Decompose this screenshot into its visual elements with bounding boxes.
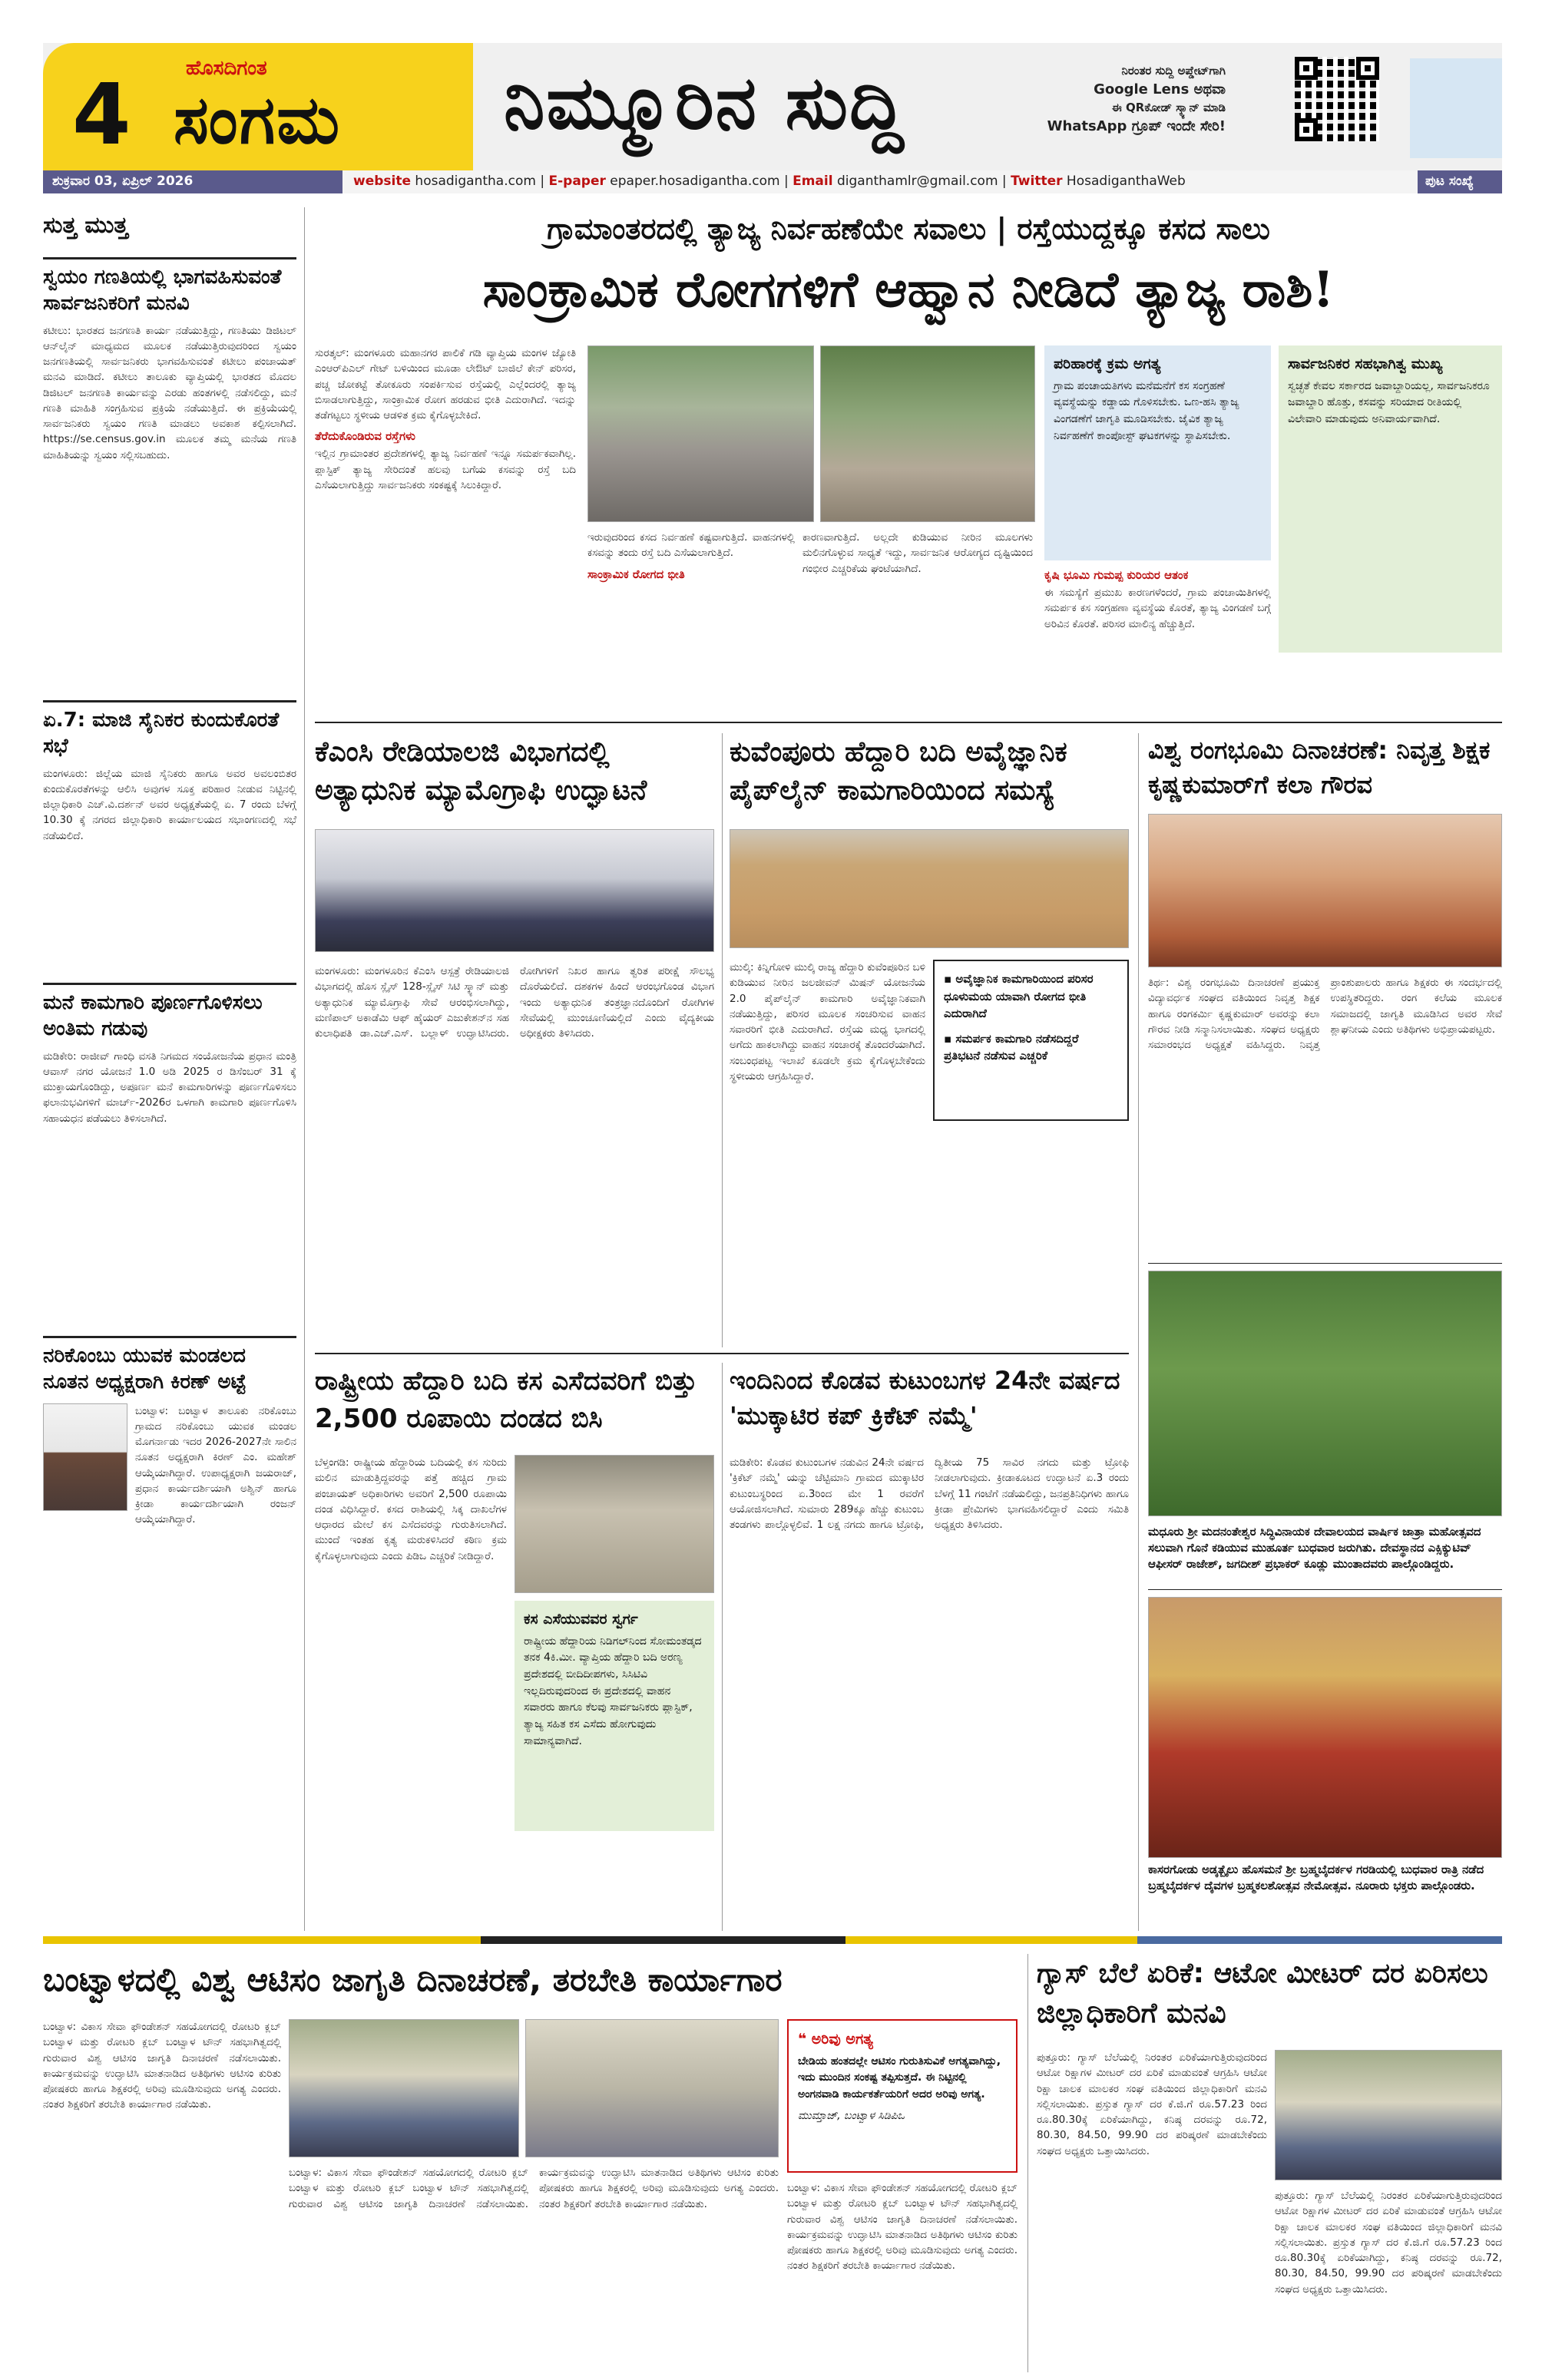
brand-logo-small: ಹೊಸದಿಗಂತ [186,57,267,80]
qr-code-icon[interactable] [1295,57,1379,141]
daiva-nema-photo [1148,1597,1502,1858]
roadside-waste-photo [515,1455,714,1593]
kmc-inauguration-photo [315,829,714,952]
label: E-paper [548,174,606,189]
story-body: ತಿರ್ಥ: ವಿಶ್ವ ರಂಗಭೂಮಿ ದಿನಾಚರಣೆ ಪ್ರಯುಕ್ತ ವಿದ್ಯಾವರ್ಧಕ ಸಂಘದ ವತಿಯಿಂದ ನಿವೃತ್ತ ಶಿಕ್ಷಕ ಹಾಗೂ ರಂಗಕರ್ಮಿ ಕೃಷ್ಣಕುಮಾರ್ ಅವರನ್ನು ಕಲಾ ಗೌರವ ನೀಡಿ ಸನ್ಮಾನಿಸಲಾಯಿತು. ಸಂಘದ ಅಧ್ಯಕ್ಷರು ಸಮಾರಂಭದ ಅಧ್ಯಕ್ಷತೆ ವಹಿಸಿದ್ದರು. ನಿವೃತ್ತ ಪ್ರಾಂಶುಪಾಲರು ಹಾಗೂ ಶಿಕ್ಷಕರು ಈ ಸಂದರ್ಭದಲ್ಲಿ ಉಪಸ್ಥಿತರಿದ್ದರು. ರಂಗ ಕಲೆಯ ಮೂಲಕ ಸಮಾಜದಲ್ಲಿ ಜಾಗೃತಿ ಮೂಡಿಸಿದ ಅವರ ಸೇವೆ ಶ್ಲಾಘನೀಯ ಎಂದು ಅತಿಥಿಗಳು ಅಭಿಪ್ರಾಯಪಟ್ಟರು. [1148,977,1502,1051]
story-body: ಬಂಟ್ವಾಳ: ವಿಕಾಸ ಸೇವಾ ಫೌಂಡೇಶನ್ ಸಹಯೋಗದಲ್ಲಿ ರೋಟರಿ ಕ್ಲಬ್ ಬಂಟ್ವಾಳ ಮತ್ತು ರೋಟರಿ ಕ್ಲಬ್ ಬಂಟ್ವಾಳ ಟೌನ್ ಸಹಭಾಗಿತ್ವದಲ್ಲಿ ಗುರುವಾರ ವಿಶ್ವ ಆಟಿಸಂ ಜಾಗೃತಿ ದಿನಾಚರಣೆ ನಡೆಸಲಾಯಿತು. ಕಾರ್ಯಕ್ರಮವನ್ನು ಉದ್ಘಾಟಿಸಿ ಮಾತನಾಡಿದ ಅತಿಥಿಗಳು ಆಟಿಸಂ ಕುರಿತು ಪೋಷಕರು ಹಾಗೂ ಶಿಕ್ಷಕರಲ್ಲಿ ಅರಿವು ಮೂಡಿಸುವುದು ಅಗತ್ಯ ಎಂದರು. ನಂತರ ಶಿಕ್ಷಕರಿಗೆ ತರಬೇತಿ ಕಾರ್ಯಾಗಾರ ನಡೆಯಿತು. [43,2021,281,2111]
theatre-story [1148,975,1502,1259]
column-rule [722,733,723,1347]
box-title: ಕಸ ಎಸೆಯುವವರ ಸ್ವರ್ಗ [524,1611,638,1628]
story-body: ಸುರತ್ಕಲ್: ಮಂಗಳೂರು ಮಹಾನಗರ ಪಾಲಿಕೆ ಗಡಿ ವ್ಯಾಪ್ತಿಯ ಮಂಗಳ ಜ್ಯೋತಿ ಎಂಆರ್‌ಪಿಎಲ್ ಗೇಟ್ ಬಳಿಯಿಂದ ಮೂಡಾ ಲೇಔಟ್ ಬಾಜಿಲೆ ಕೇನ್‌ ಪರಿಸರ, ಪಚ್ಚ ಜೋಕಟ್ಟೆ ತೋಕೂರು ಸಂಪರ್ಕಿಸುವ ರಸ್ತೆಯಲ್ಲಿ ಎಲ್ಲೆಂದರಲ್ಲಿ ತ್ಯಾಜ್ಯ ಬಿಸಾಡಲಾಗುತ್ತಿದ್ದು, ಸಾಂಕ್ರಾಮಿಕ ರೋಗ ಹರಡುವ ಭೀತಿ ಎದುರಾಗಿದೆ. ಇದನ್ನು ತಡೆಗಟ್ಟಲು ಸ್ಥಳೀಯ ಆಡಳಿತ ಕ್ರಮ ಕೈಗೊಳ್ಳಬೇಕಿದೆ. [315,347,576,421]
pipeline-road-photo [730,829,1129,948]
fine-headline-wrap [315,1363,714,1455]
story-body: ಕಟೀಲು: ಭಾರತದ ಜನಗಣತಿ ಕಾರ್ಯ ನಡೆಯುತ್ತಿದ್ದು, ಗಣತಿಯು ಡಿಜಿಟಲ್ ಆನ್‌ಲೈನ್ ಮಾಧ್ಯಮದ ಮೂಲಕ ನಡೆಯುತ್ತಿರುವುದರಿಂದ ಸ್ವಯಂ ಜನಗಣತಿಯಲ್ಲಿ ಸಾರ್ವಜನಿಕರು ಭಾಗವಹಿಸುವಂತೆ ಕಟೀಲು ಪಂಚಾಯತ್ ಮನವಿ ಮಾಡಿದೆ. ಕಟೀಲು ತಾಲೂಕು ವ್ಯಾಪ್ತಿಯಲ್ಲಿ ಭಾರತದ ಮೊದಲ ಡಿಜಿಟಲ್ ಜನಗಣತಿ ಕಾರ್ಯವನ್ನು ಎರಡು ಹಂತಗಳಲ್ಲಿ ನಡೆಸಲಿದ್ದು, ಮನೆ ಗಣತಿ ಮಾಹಿತಿ ಸಂಗ್ರಹಿಸುವ ಪ್ರಕ್ರಿಯೆ ನಡೆಯುತ್ತಿದೆ. ಈ ಪ್ರಕ್ರಿಯೆಯಲ್ಲಿ ಸಾರ್ವಜನಿಕರು ಸ್ವಯಂ ಗಣತಿ ಮಾಡಲು ಅವಕಾಶ ಕಲ್ಪಿಸಲಾಗಿದೆ. https://se.census.gov.in ಮೂಲಕ ತಮ್ಮ ಮನೆಯ ಗಣತಿ ಮಾಹಿತಿಯನ್ನು ಸ್ವಯಂ ಸಲ್ಲಿಸಬಹುದು. [43,324,296,461]
story-headline: ಮನೆ ಕಾಮಗಾರಿ ಪೂರ್ಣಗೊಳಿಸಲು ಅಂತಿಮ ಗಡುವು [43,991,263,1040]
divider [315,1353,1129,1354]
autism-story-continued [289,2165,779,2368]
bullet-item: ▪ ಅವೈಜ್ಞಾನಿಕ ಕಾಮಗಾರಿಯಿಂದ ಪರಿಸರ ಧೂಳುಮಯ ಯಾವಾಗಿ ರೋಗದ ಭೀತಿ ಎದುರಾಗಿದೆ [944,972,1094,1020]
qr-instructions [995,63,1226,137]
story-body: ಪುತ್ತೂರು: ಗ್ಯಾಸ್ ಬೆಲೆಯಲ್ಲಿ ನಿರಂತರ ಏರಿಕೆಯಾಗುತ್ತಿರುವುದರಿಂದ ಆಟೋ ರಿಕ್ಷಾಗಳ ಮೀಟರ್ ದರ ಏರಿಕೆ ಮಾಡುವಂತೆ ಆಗ್ರಹಿಸಿ ಆಟೋ ರಿಕ್ಷಾ ಚಾಲಕ ಮಾಲಕರ ಸಂಘ ವತಿಯಿಂದ ಜಿಲ್ಲಾಧಿಕಾರಿಗೆ ಮನವಿ ಸಲ್ಲಿಸಲಾಯಿತು. ಪ್ರಸ್ತುತ ಗ್ಯಾಸ್ ದರ ಕೆ.ಜಿ.ಗೆ ರೂ.57.23 ರಿಂದ ರೂ.80.30ಕ್ಕೆ ಏರಿಕೆಯಾಗಿದ್ದು, ಕನಿಷ್ಠ ದರವನ್ನು ರೂ.72, 80.30, 84.50, 99.90 ದರ ಪರಿಷ್ಕರಣೆ ಮಾಡಬೇಕೆಂದು ಸಂಘದ ಅಧ್ಯಕ್ಷರು ಒತ್ತಾಯಿಸಿದರು. [1275,2190,1502,2296]
divider [43,983,296,985]
box-body: ಗ್ರಾಮ ಪಂಚಾಯತಿಗಳು ಮನೆಮನೆಗೆ ಕಸ ಸಂಗ್ರಹಣೆ ವ್ಯವಸ್ಥೆಯನ್ನು ಕಡ್ಡಾಯ ಗೊಳಿಸಬೇಕು. ಒಣ-ಹಸಿ ತ್ಯಾಜ್ಯ ವಿಂಗಡಣೆಗೆ ಜಾಗೃತಿ ಮೂಡಿಸಬೇಕು. ಜೈವಿಕ ತ್ಯಾಜ್ಯ ನಿರ್ವಹಣೆಗೆ ಕಾಂಪೋಸ್ಟ್ ಘಟಕಗಳನ್ನು ಸ್ಥಾಪಿಸಬೇಕು. [1054,379,1239,442]
label: Email [793,174,833,189]
kodava-story [730,1455,1129,1931]
public-participation-box [1279,345,1502,653]
autism-story-tail [787,2180,1018,2368]
lead-column-3 [802,530,1033,714]
story-body: ಬಂಟ್ವಾಳ: ಬಂಟ್ವಾಳ ತಾಲೂಕು ನರಿಕೊಂಬು ಗ್ರಾಮದ ನರಿಕೊಂಬು ಯುವಕ ಮಂಡಲ ಮೊಗರ್ನಾಡು ಇದರ 2026-2027ನೇ ಸಾಲಿನ ನೂತನ ಅಧ್ಯಕ್ಷರಾಗಿ ಕಿರಣ್ ಎಂ. ಮಹೇಶ್ ಆಯ್ಕೆಯಾಗಿದ್ದಾರೆ. ಉಪಾಧ್ಯಕ್ಷರಾಗಿ ಜಯರಾಜ್, ಪ್ರಧಾನ ಕಾರ್ಯದರ್ಶಿಯಾಗಿ ಅಶ್ವಿನ್ ಹಾಗೂ ಕ್ರೀಡಾ ಕಾರ್ಯದರ್ಶಿಯಾಗಿ ರಂಜನ್ ಆಯ್ಕೆಯಾಗಿದ್ದಾರೆ. [135,1404,296,1526]
quote-label-text: ಅರಿವು ಅಗತ್ಯ [811,2031,873,2048]
kmc-headline-wrap [315,733,714,825]
story-subhead: ಕೃಷಿ ಭೂಮಿ ಗುಮಪ್ಪ ಕುರಿಯರ ಆತಂಕ [1044,568,1189,582]
story-body: ಈ ಸಮಸ್ಯೆಗೆ ಪ್ರಮುಖ ಕಾರಣಗಳೆಂದರೆ, ಗ್ರಾಮ ಪಂಚಾಯಿತಿಗಳಲ್ಲಿ ಸಮರ್ಪಕ ಕಸ ಸಂಗ್ರಹಣಾ ವ್ಯವಸ್ಥೆಯ ಕೊರತೆ, ತ್ಯಾಜ್ಯ ವಿಂಗಡಣೆ ಬಗ್ಗೆ ಅರಿವಿನ ಕೊರತೆ. ಪರಿಸರ ಮಾಲಿನ್ಯ ಹೆಚ್ಚುತ್ತಿದೆ. [1044,587,1271,630]
story-body: ಬೆಳ್ತಂಗಡಿ: ರಾಷ್ಟ್ರೀಯ ಹೆದ್ದಾರಿಯ ಬದಿಯಲ್ಲಿ ಕಸ ಸುರಿದು ಮಲಿನ ಮಾಡುತ್ತಿದ್ದವರನ್ನು ಪತ್ತೆ ಹಚ್ಚಿದ ಗ್ರಾಮ ಪಂಚಾಯತ್ ಅಧಿಕಾರಿಗಳು ಅವರಿಗೆ 2,500 ರೂಪಾಯಿ ದಂಡ ವಿಧಿಸಿದ್ದಾರೆ. ಕಸದ ರಾಶಿಯಲ್ಲಿ ಸಿಕ್ಕ ದಾಖಲೆಗಳ ಆಧಾರದ ಮೇಲೆ ಕಸ ಎಸೆದವರನ್ನು ಗುರುತಿಸಲಾಗಿದೆ. ಮುಂದೆ ಇಂತಹ ಕೃತ್ಯ ಮರುಕಳಿಸಿದರೆ ಕಠಿಣ ಕ್ರಮ ಕೈಗೊಳ್ಳಲಾಗುವುದು ಎಂದು ಪಿಡಿಒ ಎಚ್ಚರಿಕೆ ನೀಡಿದ್ದಾರೆ. [315,1456,507,1562]
story-housing-deadline [43,990,296,1328]
temple-ritual-photo [1148,1271,1502,1516]
lead-column-2 [587,530,795,714]
section-band [43,1936,1502,1944]
story-body: ಪುತ್ತೂರು: ಗ್ಯಾಸ್ ಬೆಲೆಯಲ್ಲಿ ನಿರಂತರ ಏರಿಕೆಯಾಗುತ್ತಿರುವುದರಿಂದ ಆಟೋ ರಿಕ್ಷಾಗಳ ಮೀಟರ್ ದರ ಏರಿಕೆ ಮಾಡುವಂತೆ ಆಗ್ರಹಿಸಿ ಆಟೋ ರಿಕ್ಷಾ ಚಾಲಕ ಮಾಲಕರ ಸಂಘ ವತಿಯಿಂದ ಜಿಲ್ಲಾಧಿಕಾರಿಗೆ ಮನವಿ ಸಲ್ಲಿಸಲಾಯಿತು. ಪ್ರಸ್ತುತ ಗ್ಯಾಸ್ ದರ ಕೆ.ಜಿ.ಗೆ ರೂ.57.23 ರಿಂದ ರೂ.80.30ಕ್ಕೆ ಏರಿಕೆಯಾಗಿದ್ದು, ಕನಿಷ್ಠ ದರವನ್ನು ರೂ.72, 80.30, 84.50, 99.90 ದರ ಪರಿಷ್ಕರಣೆ ಮಾಡಬೇಕೆಂದು ಸಂಘದ ಅಧ್ಯಕ್ಷರು ಒತ್ತಾಯಿಸಿದರು. [1037,2051,1267,2157]
kuvempu-story [730,960,925,1344]
lead-headline: ಸಾಂಕ್ರಾಮಿಕ ರೋಗಗಳಿಗೆ ಆಹ್ವಾನ ನೀಡಿದೆ ತ್ಯಾಜ್ಯ ರಾಶಿ! [482,261,1335,319]
lead-kicker: ಗ್ರಾಮಾಂತರದಲ್ಲಿ ತ್ಯಾಜ್ಯ ನಿರ್ವಹಣೆಯೇ ಸವಾಲು | ರಸ್ತೆಯುದ್ದಕ್ಕೂ ಕಸದ ಸಾಲು [547,212,1270,246]
story-body: ಬಂಟ್ವಾಳ: ವಿಕಾಸ ಸೇವಾ ಫೌಂಡೇಶನ್ ಸಹಯೋಗದಲ್ಲಿ ರೋಟರಿ ಕ್ಲಬ್ ಬಂಟ್ವಾಳ ಮತ್ತು ರೋಟರಿ ಕ್ಲಬ್ ಬಂಟ್ವಾಳ ಟೌನ್ ಸಹಭಾಗಿತ್ವದಲ್ಲಿ ಗುರುವಾರ ವಿಶ್ವ ಆಟಿಸಂ ಜಾಗೃತಿ ದಿನಾಚರಣೆ ನಡೆಸಲಾಯಿತು. ಕಾರ್ಯಕ್ರಮವನ್ನು ಉದ್ಘಾಟಿಸಿ ಮಾತನಾಡಿದ ಅತಿಥಿಗಳು ಆಟಿಸಂ ಕುರಿತು ಪೋಷಕರು ಹಾಗೂ ಶಿಕ್ಷಕರಲ್ಲಿ ಅರಿವು ಮೂಡಿಸುವುದು ಅಗತ್ಯ ಎಂದರು. ನಂತರ ಶಿಕ್ಷಕರಿಗೆ ತರಬೇತಿ ಕಾರ್ಯಾಗಾರ ನಡೆಯಿತು. [289,2167,779,2210]
story-headline: ಏ.7: ಮಾಜಿ ಸೈನಿಕರ ಕುಂದುಕೊರತೆ ಸಭೆ [43,709,280,758]
story-headline: ನರಿಕೊಂಬು ಯುವಕ ಮಂಡಲದ ನೂತನ ಅಧ್ಯಕ್ಷರಾಗಿ ಕಿರಣ್ ಅಟ್ಟೆ [43,1344,247,1393]
story-subhead: ತೆರೆದುಕೊಂಡಿರುವ ರಸ್ತೆಗಳು [315,429,415,444]
quote-label: ❝ ಅರಿವು ಅಗತ್ಯ [798,2031,873,2048]
autism-headline-wrap [43,1954,1018,2015]
quote-author: ಮುಮ್ತಾಜ್, ಬಂಟ್ವಾಳ ಸಿಡಿಪಿಒ [798,2109,905,2122]
daiva-caption-wrap [1148,1862,1502,1931]
waste-road-photo-1 [587,345,814,522]
story-ex-servicemen [43,708,296,977]
gas-headline-wrap [1037,1954,1502,2046]
lead-column-4 [1044,568,1271,714]
story-headline: ರಾಷ್ಟ್ರೀಯ ಹೆದ್ದಾರಿ ಬದಿ ಕಸ ಎಸೆದವರಿಗೆ ಬಿತ್ತು 2,500 ರೂಪಾಯಿ ದಂಡದ ಬಿಸಿ [315,1366,697,1435]
portrait-photo [43,1403,127,1511]
story-headline: ಬಂಟ್ವಾಳದಲ್ಲಿ ವಿಶ್ವ ಆಟಿಸಂ ಜಾಗೃತಿ ದಿನಾಚರಣೆ, ತರಬೇತಿ ಕಾರ್ಯಾಗಾರ [43,1961,783,1998]
sutta-muttha-header [43,207,296,253]
qr-line: Google Lens ಅಥವಾ [1094,81,1226,98]
quote-body: ಬೇಡಿಯ ಹಂತದಲ್ಲೇ ಆಟಿಸಂ ಗುರುತಿಸುವಿಕೆ ಅಗತ್ಯವಾಗಿದ್ದು, ಇದು ಮುಂದಿನ ಸಂಕಷ್ಟ ತಪ್ಪಿಸುತ್ತದೆ. ಈ ನಿಟ್ಟಿನಲ್ಲಿ ಅಂಗನವಾಡಿ ಕಾರ್ಯಕರ್ತೆಯರಿಗೆ ಅದರ ಅರಿವು ಅಗತ್ಯ. [798,2054,1001,2101]
story-headline: ಸ್ವಯಂ ಗಣತಿಯಲ್ಲಿ ಭಾಗವಹಿಸುವಂತೆ ಸಾರ್ವಜನಿಕರಿಗೆ ಮನವಿ [43,266,282,315]
bullet-text: ಸಮರ್ಪಕ ಕಾಮಗಾರಿ ನಡೆಸದಿದ್ದರೆ ಪ್ರತಿಭಟನೆ ನಡೆಸುವ ಎಚ್ಚರಿಕೆ [944,1031,1079,1063]
gas-story [1037,2050,1267,2368]
photo-caption: ಮಧೂರು ಶ್ರೀ ಮದನಂತೇಶ್ವರ ಸಿದ್ಧಿವಿನಾಯಕ ದೇವಾಲಯದ ವಾರ್ಷಿಕ ಜಾತ್ರಾ ಮಹೋತ್ಸವದ ಸಲುವಾಗಿ ಗೊನೆ ಕಡಿಯುವ ಮುಹೂರ್ತ ಬುಧವಾರ ಜರುಗಿತು. ದೇವಸ್ಥಾನದ ಎಕ್ಸಿಕ್ಯುಟಿವ್ ಆಫೀಸರ್ ರಾಜೇಶ್, ಜಗದೀಶ್ ಪ್ರಭಾಕರ್ ಕೂಡ್ಲು ಮುಂತಾದವರು ಪಾಲ್ಗೊಂಡಿದ್ದರು. [1148,1525,1481,1571]
fine-story [315,1455,507,1931]
column-rule [1138,733,1139,1931]
story-youth-club [43,1344,296,1927]
lead-kicker-wrap [315,207,1502,253]
story-headline: ವಿಶ್ವ ರಂಗಭೂಮಿ ದಿನಾಚರಣೆ: ನಿವೃತ್ತ ಶಿಕ್ಷಕ ಕೃಷ್ಣಕುಮಾರ್‌ಗೆ ಕಲಾ ಗೌರವ [1148,735,1491,799]
twitter-link[interactable]: HosadiganthaWeb [1066,174,1186,189]
section-title: ನಿಮ್ಮೂರಿನ ಸುದ್ದಿ [504,59,905,146]
divider [43,700,296,702]
autism-event-photo-2 [525,2019,779,2157]
page-label: ಪುಟ ಸಂಖ್ಯೆ [1418,170,1502,193]
story-headline: ಇಂದಿನಿಂದ ಕೊಡವ ಕುಟುಂಬಗಳ 24ನೇ ವರ್ಷದ 'ಮುಕ್ಕಾಟಿರ ಕಪ್ ಕ್ರಿಕೆಟ್ ನಮ್ಮೆ' [730,1366,1120,1431]
label: Twitter [1011,174,1063,189]
theatre-headline-wrap [1148,733,1502,825]
divider [1148,1263,1502,1264]
kodava-headline-wrap [730,1363,1129,1455]
masthead-blue-block [1410,58,1502,158]
story-body: ಮಂಗಳೂರು: ಮಂಗಳೂರಿನ ಕೆಎಂಸಿ ಆಸ್ಪತ್ರೆ ರೇಡಿಯಾಲಜಿ ವಿಭಾಗದಲ್ಲಿ ಹೊಸ ಸ್ಲೈಸ್ 128-ಸ್ಲೈಸ್ ಸಿಟಿ ಸ್ಕ್ಯಾನ್ ಮತ್ತು ಅತ್ಯಾಧುನಿಕ ಮ್ಯಾಮೊಗ್ರಾಫಿ ಸೇವೆ ಆರಂಭಿಸಲಾಗಿದ್ದು, ಮಣಿಪಾಲ್ ಅಕಾಡೆಮಿ ಆಫ್ ಹೈಯರ್ ಎಜುಕೇಶನ್‌ನ ಸಹ ಕುಲಾಧಿಪತಿ ಡಾ.ಎಚ್.ಎಸ್. ಬಲ್ಲಾಳ್ ಉದ್ಘಾಟಿಸಿದರು. ರೋಗಿಗಳಿಗೆ ನಿಖರ ಹಾಗೂ ತ್ವರಿತ ಪರೀಕ್ಷೆ ಸೌಲಭ್ಯ ದೊರೆಯಲಿದೆ. ದಶಕಗಳ ಹಿಂದೆ ಆರಂಭಗೊಂಡ ವಿಭಾಗ ಇಂದು ಅತ್ಯಾಧುನಿಕ ತಂತ್ರಜ್ಞಾನದೊಂದಿಗೆ ರೋಗಿಗಳ ಸೇವೆಯಲ್ಲಿ ಮುಂಚೂಣಿಯಲ್ಲಿದೆ ಎಂದು ವೈದ್ಯಕೀಯ ಅಧೀಕ್ಷಕರು ತಿಳಿಸಿದರು. [315,965,714,1040]
column-rule [1027,1954,1028,2372]
story-body: ಮುಲ್ಕಿ: ಕಿನ್ನಿಗೋಳಿ ಮುಲ್ಕಿ ರಾಜ್ಯ ಹೆದ್ದಾರಿ ಕುವೆಂಪೂರಿನ ಬಳಿ ಕುಡಿಯುವ ನೀರಿನ ಜಲಜೀವನ್ ಮಿಷನ್ ಯೋಜನೆಯ 2.0 ಪೈಪ್‌ಲೈನ್ ಕಾಮಗಾರಿ ಅವೈಜ್ಞಾನಿಕವಾಗಿ ನಡೆಯುತ್ತಿದ್ದು, ಪರಿಸರ ಮೂಲಕ ಸಂಚರಿಸುವ ವಾಹನ ಸವಾರರಿಗೆ ಭೀತಿ ಎದುರಾಗಿದೆ. ರಸ್ತೆಯ ಮಧ್ಯ ಭಾಗದಲ್ಲಿ ಅಗೆದು ಹಾಕಲಾಗಿದ್ದು ವಾಹನ ಸಂಚಾರಕ್ಕೆ ತೊಂದರೆಯಾಗಿದೆ. ಸಂಬಂಧಪಟ್ಟ ಇಲಾಖೆ ಕೂಡಲೇ ಕ್ರಮ ಕೈಗೊಳ್ಳಬೇಕೆಂದು ಸ್ಥಳೀಯರು ಆಗ್ರಹಿಸಿದ್ದಾರೆ. [730,961,925,1083]
story-body: ಕಾರಣವಾಗುತ್ತಿದೆ. ಅಲ್ಲದೇ ಕುಡಿಯುವ ನೀರಿನ ಮೂಲಗಳು ಮಲಿನಗೊಳ್ಳುವ ಸಾಧ್ಯತೆ ಇದ್ದು, ಸಾರ್ವಜನಿಕ ಆರೋಗ್ಯದ ದೃಷ್ಟಿಯಿಂದ ಗಂಭೀರ ಎಚ್ಚರಿಕೆಯ ಘಂಟೆಯಾಗಿದೆ. [802,531,1033,575]
bullet-text: ಅವೈಜ್ಞಾನಿಕ ಕಾಮಗಾರಿಯಿಂದ ಪರಿಸರ ಧೂಳುಮಯ ಯಾವಾಗಿ ರೋಗದ ಭೀತಿ ಎದುರಾಗಿದೆ [944,972,1094,1020]
box-title: ಸಾರ್ವಜನಿಕರ ಸಹಭಾಗಿತ್ವ ಮುಖ್ಯ [1288,355,1443,372]
website-link[interactable]: hosadigantha.com [415,174,536,189]
kmc-story [315,964,714,1347]
masthead [43,43,1502,170]
gas-story-continued [1275,2188,1502,2368]
story-body: ಮಂಗಳೂರು: ಜಿಲ್ಲೆಯ ಮಾಜಿ ಸೈನಿಕರು ಹಾಗೂ ಅವರ ಅವಲಂಬಿತರ ಕುಂದುಕೊರತೆಗಳನ್ನು ಆಲಿಸಿ ಅವುಗಳ ಸೂಕ್ತ ಪರಿಹಾರ ನೀಡುವ ನಿಟ್ಟಿನಲ್ಲಿ ಜಿಲ್ಲಾಧಿಕಾರಿ ಎಚ್.ವಿ.ದರ್ಶನ್ ಅವರ ಅಧ್ಯಕ್ಷತೆಯಲ್ಲಿ ಏ. 7 ರಂದು ಬೆಳಗ್ಗೆ 10.30 ಕ್ಕೆ ನಗರದ ಜಿಲ್ಲಾಧಿಕಾರಿ ಕಾರ್ಯಾಲಯದ ಸಭಾಂಗಣದಲ್ಲಿ ಸಭೆ ನಡೆಯಲಿದೆ. [43,767,296,842]
story-headline: ಗ್ಯಾಸ್ ಬೆಲೆ ಏರಿಕೆ: ಆಟೋ ಮೀಟರ್ ದರ ಏರಿಸಲು ಜಿಲ್ಲಾಧಿಕಾರಿಗೆ ಮನವಿ [1037,1958,1488,2030]
awareness-quote-box [787,2019,1018,2173]
info-bar [43,170,1502,193]
story-body: ಮಡಿಕೇರಿ: ಕೊಡವ ಕುಟುಂಬಗಳ ನಡುವಿನ 24ನೇ ವರ್ಷದ 'ಕ್ರಿಕೆಟ್ ನಮ್ಮೆ' ಯನ್ನು ಚೆಟ್ಟಿಮಾನಿ ಗ್ರಾಮದ ಮುಕ್ಕಾಟಿರ ಕುಟುಂಬಸ್ಥರಿಂದ ಏ.3ರಿಂದ ಮೇ 1 ರವರೆಗೆ ಆಯೋಜಿಸಲಾಗಿದೆ. ಸುಮಾರು 289ಕ್ಕೂ ಹೆಚ್ಚು ಕುಟುಂಬ ತಂಡಗಳು ಪಾಲ್ಗೊಳ್ಳಲಿವೆ. 1 ಲಕ್ಷ ನಗದು ಹಾಗೂ ಟ್ರೋಫಿ, ದ್ವಿತೀಯ 75 ಸಾವಿರ ನಗದು ಮತ್ತು ಟ್ರೋಫಿ ನೀಡಲಾಗುವುದು. ಕ್ರೀಡಾಕೂಟದ ಉದ್ಘಾಟನೆ ಏ.3 ರಂದು ಬೆಳಗ್ಗೆ 11 ಗಂಟೆಗೆ ನಡೆಯಲಿದ್ದು, ಜನಪ್ರತಿನಿಧಿಗಳು ಹಾಗೂ ಕ್ರೀಡಾ ಪ್ರೇಮಿಗಳು ಭಾಗವಹಿಸಲಿದ್ದಾರೆ ಎಂದು ಸಮಿತಿ ಅಧ್ಯಕ್ಷರು ತಿಳಿಸಿದರು. [730,1456,1129,1531]
story-subhead: ಸಾಂಕ್ರಾಮಿಕ ರೋಗದ ಭೀತಿ [587,567,685,581]
column-title: ಸುತ್ತ ಮುತ್ತ [43,212,128,239]
story-body: ಇರುವುದರಿಂದ ಕಸದ ನಿರ್ವಹಣೆ ಕಷ್ಟವಾಗುತ್ತಿದೆ. ವಾಹನಗಳಲ್ಲಿ ಕಸವನ್ನು ತಂದು ರಸ್ತೆ ಬದಿ ಎಸೆಯಲಾಗುತ್ತಿದೆ. [587,531,795,560]
email-link[interactable]: diganthamlr@gmail.com [836,174,998,189]
brand-section-name: ಸಂಗಮ [174,82,342,159]
box-body: ರಾಷ್ಟ್ರೀಯ ಹೆದ್ದಾರಿಯ ನಿಡಿಗಲ್‌ನಿಂದ ಸೋಮಂತಡ್ಕದ ತನಕ 4ಕಿ.ಮೀ. ವ್ಯಾಪ್ತಿಯ ಹೆದ್ದಾರಿ ಬದಿ ಅರಣ್ಯ ಪ್ರದೇಶದಲ್ಲಿ ಬೀದಿದೀಪಗಳು, ಸಿಸಿಟಿವಿ ಇಲ್ಲದಿರುವುದರಿಂದ ಈ ಪ್ರದೇಶದಲ್ಲಿ ವಾಹನ ಸವಾರರು ಹಾಗೂ ಕೆಲವು ಸಾರ್ವಜನಿಕರು ಪ್ಲಾಸ್ಟಿಕ್, ತ್ಯಾಜ್ಯ ಸಹಿತ ಕಸ ಎಸೆದು ಹೋಗುವುದು ಸಾಮಾನ್ಯವಾಗಿದೆ. [524,1635,702,1747]
theatre-felicitation-photo [1148,814,1502,967]
bullet-item: ▪ ಸಮರ್ಪಕ ಕಾಮಗಾರಿ ನಡೆಸದಿದ್ದರೆ ಪ್ರತಿಭಟನೆ ನಡೆಸುವ ಎಚ್ಚರಿಕೆ [944,1031,1079,1063]
waste-dumping-box [515,1601,714,1831]
issue-date: ಶುಕ್ರವಾರ 03, ಏಪ್ರಿಲ್ 2026 [43,170,342,193]
story-body: ಮಡಿಕೇರಿ: ರಾಜೀವ್ ಗಾಂಧಿ ವಸತಿ ನಿಗಮದ ಸಂಯೋಜನೆಯ ಪ್ರಧಾನ ಮಂತ್ರಿ ಆವಾಸ್ ನಗರ ಯೋಜನೆ 1.0 ಅಡಿ 2025 ರ ಡಿಸೆಂಬರ್ 31 ಕ್ಕೆ ಮುಕ್ತಾಯಗೊಂಡಿದ್ದು, ಅಪೂರ್ಣ ಮನೆ ಕಾಮಗಾರಿಗಳನ್ನು ಪೂರ್ಣಗೊಳಿಸಲು ಫಲಾನುಭವಿಗಳಿಗೆ ಮಾರ್ಚ್-2026ರ ಒಳಗಾಗಿ ಕಾಮಗಾರಿ ಪೂರ್ಣಗೊಳಿಸಿ ಸಹಾಯಧನ ಪಡೆಯಲು ತಿಳಿಸಲಾಗಿದೆ. [43,1050,296,1125]
lead-column-1 [315,345,576,714]
qr-line: ಈ QRಕೋಡ್ ಸ್ಕ್ಯಾನ್ ಮಾಡಿ [1111,100,1226,114]
waste-road-photo-2 [820,345,1035,522]
photo-caption: ಕಾಸರಗೋಡು ಅಡ್ಕತ್ಬೈಲು ಹೊಸಮನೆ ಶ್ರೀ ಬ್ರಹ್ಮಬೈದರ್ಕಳ ಗರಡಿಯಲ್ಲಿ ಬುಧವಾರ ರಾತ್ರಿ ನಡೆದ ಬ್ರಹ್ಮಬೈದರ್ಕಳ ದೈವಗಳ ಬ್ರಹ್ಮಕಲಶೋತ್ಸವ ನೇಮೋತ್ಸವ. ನೂರಾರು ಭಕ್ತರು ಪಾಲ್ಗೊಂಡರು. [1148,1863,1484,1892]
autism-story [43,2019,281,2368]
story-census [43,265,296,695]
lead-headline-wrap [315,253,1502,338]
story-body: ಬಂಟ್ವಾಳ: ವಿಕಾಸ ಸೇವಾ ಫೌಂಡೇಶನ್ ಸಹಯೋಗದಲ್ಲಿ ರೋಟರಿ ಕ್ಲಬ್ ಬಂಟ್ವಾಳ ಮತ್ತು ರೋಟರಿ ಕ್ಲಬ್ ಬಂಟ್ವಾಳ ಟೌನ್ ಸಹಭಾಗಿತ್ವದಲ್ಲಿ ಗುರುವಾರ ವಿಶ್ವ ಆಟಿಸಂ ಜಾಗೃತಿ ದಿನಾಚರಣೆ ನಡೆಸಲಾಯಿತು. ಕಾರ್ಯಕ್ರಮವನ್ನು ಉದ್ಘಾಟಿಸಿ ಮಾತನಾಡಿದ ಅತಿಥಿಗಳು ಆಟಿಸಂ ಕುರಿತು ಪೋಷಕರು ಹಾಗೂ ಶಿಕ್ಷಕರಲ್ಲಿ ಅರಿವು ಮೂಡಿಸುವುದು ಅಗತ್ಯ ಎಂದರು. ನಂತರ ಶಿಕ್ಷಕರಿಗೆ ತರಬೇತಿ ಕಾರ್ಯಾಗಾರ ನಡೆಯಿತು. [787,2182,1018,2273]
label: website [353,174,412,189]
qr-line: WhatsApp ಗ್ರೂಪ್ ಇಂದೇ ಸೇರಿ! [1047,117,1226,134]
page-number: 4 [72,65,131,164]
divider [315,722,1502,723]
autism-event-photo-1 [289,2019,519,2157]
box-title: ಪರಿಹಾರಕ್ಕೆ ಕ್ರಮ ಅಗತ್ಯ [1054,355,1161,372]
divider [43,1336,296,1338]
column-rule [304,207,305,1931]
story-body: ಇಲ್ಲಿನ ಗ್ರಾಮಾಂತರ ಪ್ರದೇಶಗಳಲ್ಲಿ ತ್ಯಾಜ್ಯ ನಿರ್ವಹಣೆ ಇನ್ನೂ ಸಮರ್ಪಕವಾಗಿಲ್ಲ. ಪ್ಲಾಸ್ಟಿಕ್ ತ್ಯಾಜ್ಯ ಸೇರಿದಂತೆ ಹಲವು ಬಗೆಯ ಕಸವನ್ನು ರಸ್ತೆ ಬದಿ ಎಸೆಯಲಾಗುತ್ತಿದ್ದು ಸಾರ್ವಜನಿಕರು ಸಂಕಷ್ಟಕ್ಕೆ ಸಿಲುಕಿದ್ದಾರೆ. [315,448,576,491]
solution-box [1044,345,1271,560]
box-body: ಸ್ವಚ್ಛತೆ ಕೇವಲ ಸರ್ಕಾರದ ಜವಾಬ್ದಾರಿಯಲ್ಲ, ಸಾರ್ವಜನಿಕರೂ ಜವಾಬ್ದಾರಿ ಹೊತ್ತು, ಕಸವನ್ನು ಸರಿಯಾದ ರೀತಿಯಲ್ಲಿ ವಿಲೇವಾರಿ ಮಾಡುವುದು ಅನಿವಾರ್ಯವಾಗಿದೆ. [1288,379,1490,426]
story-headline: ಕುವೆಂಪೂರು ಹೆದ್ದಾರಿ ಬದಿ ಅವೈಜ್ಞಾನಿಕ ಪೈಪ್‌ಲೈನ್ ಕಾಮಗಾರಿಯಿಂದ ಸಮಸ್ಯೆ [730,736,1067,807]
divider [1148,1589,1502,1590]
kuvempu-bullets-box [933,960,1129,1121]
column-rule [722,1363,723,1931]
contact-links: website hosadigantha.com | E-paper epaper.hosadigantha.com | Email diganthamlr@gmail.com | Twitter HosadiganthaWeb [342,170,1418,193]
epaper-link[interactable]: epaper.hosadigantha.com [610,174,780,189]
divider [43,257,296,259]
memorandum-photo [1275,2050,1502,2180]
story-headline: ಕೆಎಂಸಿ ರೇಡಿಯಾಲಜಿ ವಿಭಾಗದಲ್ಲಿ ಅತ್ಯಾಧುನಿಕ ಮ್ಯಾಮೊಗ್ರಾಫಿ ಉದ್ಘಾಟನೆ [315,736,647,807]
kuvempu-headline-wrap [730,733,1129,825]
qr-line: ನಿರಂತರ ಸುದ್ದಿ ಅಪ್ಡೇಟ್‌ಗಾಗಿ [1121,64,1226,78]
